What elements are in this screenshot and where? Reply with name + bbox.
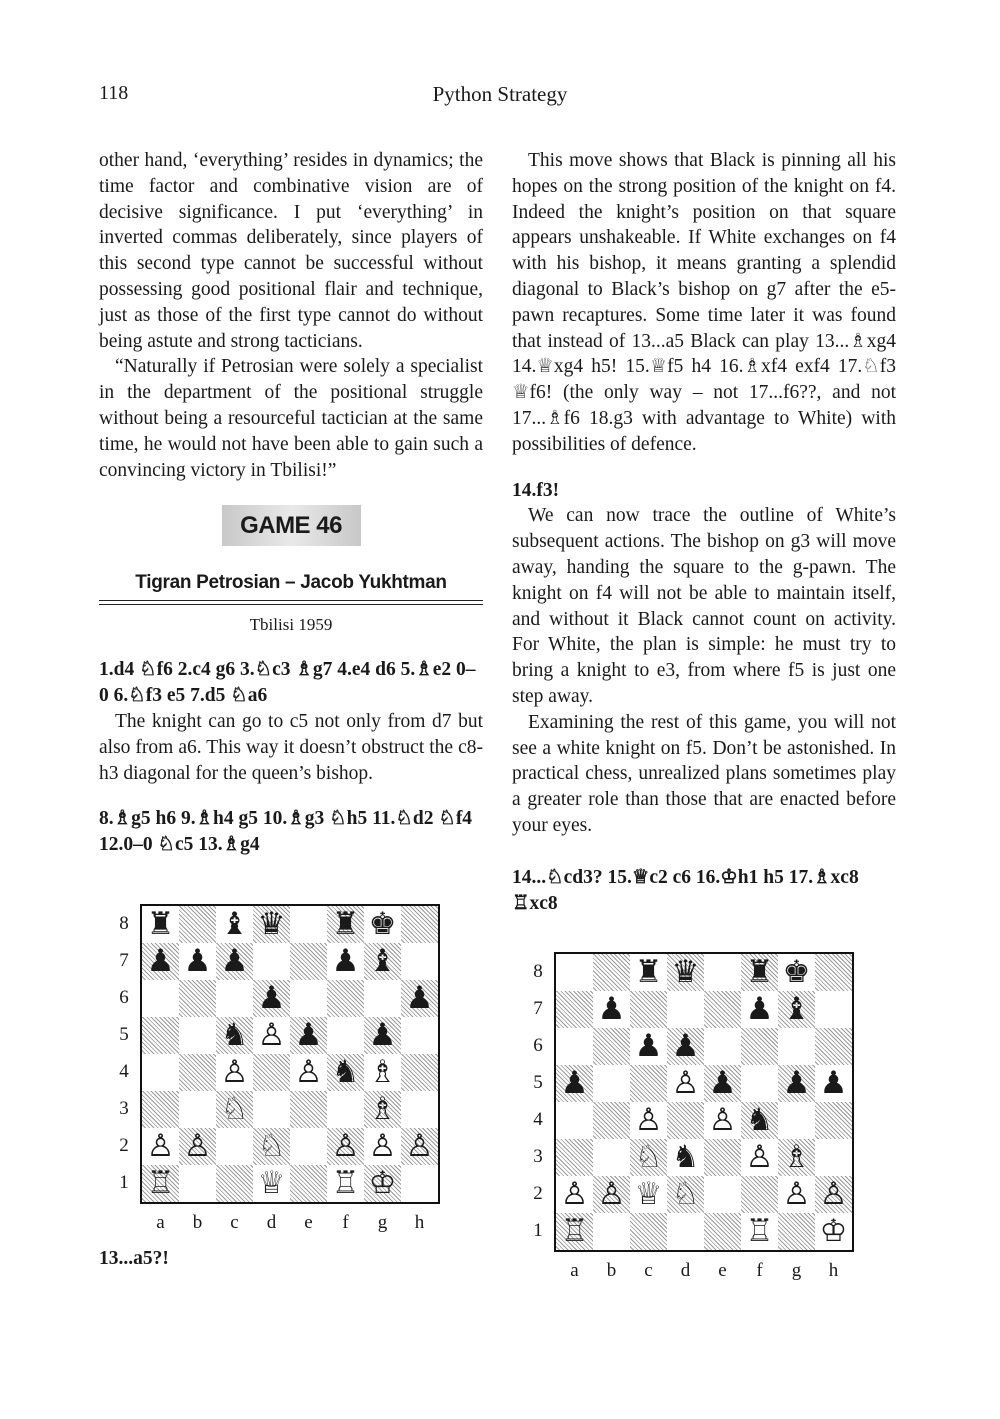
chess-piece: ♛ (257, 906, 286, 942)
rank-label: 4 (533, 1109, 543, 1130)
square-g7 (778, 991, 815, 1028)
square-b4 (179, 1054, 216, 1091)
players-heading: Tigran Petrosian – Jacob Yukhtman (135, 572, 447, 594)
chess-piece: ♕ (257, 1165, 286, 1201)
square-b3 (593, 1139, 630, 1176)
chess-piece: ♘ (220, 1091, 249, 1127)
chess-piece: ♔ (368, 1165, 397, 1201)
chess-piece: ♞ (671, 1139, 700, 1175)
square-d2 (253, 1128, 290, 1165)
square-f1 (327, 1165, 364, 1202)
square-g1 (778, 1213, 815, 1250)
diagram-caption: 13...a5?! (99, 1248, 169, 1269)
square-a7 (142, 943, 179, 980)
chess-piece: ♜ (745, 954, 774, 990)
square-c2 (630, 1176, 667, 1213)
chess-piece: ♗ (368, 1091, 397, 1127)
square-f3 (327, 1091, 364, 1128)
square-h8 (401, 906, 438, 943)
square-f6 (741, 1028, 778, 1065)
square-g6 (778, 1028, 815, 1065)
chess-piece: ♟ (257, 980, 286, 1016)
chess-piece: ♟ (782, 1065, 811, 1101)
square-e7 (704, 991, 741, 1028)
square-f8 (327, 906, 364, 943)
square-b5 (179, 1017, 216, 1054)
file-label: g (791, 1260, 802, 1281)
square-h2 (815, 1176, 852, 1213)
file-label: h (828, 1260, 839, 1281)
square-d4 (667, 1102, 704, 1139)
square-b2 (179, 1128, 216, 1165)
chess-piece: ♙ (819, 1176, 848, 1212)
square-g3 (364, 1091, 401, 1128)
square-c7 (630, 991, 667, 1028)
square-g3 (778, 1139, 815, 1176)
square-b2 (593, 1176, 630, 1213)
chess-piece: ♟ (597, 991, 626, 1027)
paragraph: other hand, ‘everything’ resides in dynamics; the time factor and combinative vision are of decisive significance. I put ‘everything’ in inverted commas deliberately, since players of this second type cannot be successful without possessing good positional flair and technique, just as those of the first type cannot do without being astute and strong tacticians. (99, 150, 483, 352)
chess-piece: ♙ (634, 1102, 663, 1138)
chess-piece: ♙ (708, 1102, 737, 1138)
chess-piece: ♟ (220, 943, 249, 979)
rank-label: 8 (533, 961, 543, 982)
chess-piece: ♟ (819, 1065, 848, 1101)
square-a7 (556, 991, 593, 1028)
chess-piece: ♝ (220, 906, 249, 942)
chess-piece: ♙ (368, 1128, 397, 1164)
square-a3 (142, 1091, 179, 1128)
file-label: h (414, 1212, 425, 1233)
square-a8 (142, 906, 179, 943)
square-c2 (216, 1128, 253, 1165)
chess-piece: ♙ (560, 1176, 589, 1212)
square-h4 (401, 1054, 438, 1091)
file-label: c (644, 1260, 653, 1281)
rank-label: 6 (119, 987, 129, 1008)
chess-piece: ♘ (634, 1139, 663, 1175)
chess-piece: ♖ (560, 1213, 589, 1249)
square-h8 (815, 954, 852, 991)
chess-piece: ♟ (183, 943, 212, 979)
chess-piece: ♙ (331, 1128, 360, 1164)
square-f5 (741, 1065, 778, 1102)
left-column (99, 148, 483, 858)
chess-piece: ♟ (405, 980, 434, 1016)
rank-label: 8 (119, 913, 129, 934)
square-g4 (778, 1102, 815, 1139)
square-c4 (630, 1102, 667, 1139)
square-h1 (815, 1213, 852, 1250)
chess-piece: ♙ (745, 1139, 774, 1175)
double-rule (99, 600, 483, 605)
chess-piece: ♞ (331, 1054, 360, 1090)
square-e1 (290, 1165, 327, 1202)
file-label: d (680, 1260, 691, 1281)
square-f4 (327, 1054, 364, 1091)
file-label: e (304, 1212, 313, 1233)
rank-label: 4 (119, 1061, 129, 1082)
square-d7 (667, 991, 704, 1028)
square-f3 (741, 1139, 778, 1176)
square-h3 (401, 1091, 438, 1128)
square-e3 (704, 1139, 741, 1176)
square-e5 (704, 1065, 741, 1102)
square-h4 (815, 1102, 852, 1139)
square-a6 (142, 980, 179, 1017)
square-f4 (741, 1102, 778, 1139)
chess-piece: ♖ (745, 1213, 774, 1249)
rank-label: 2 (119, 1135, 129, 1156)
square-a2 (142, 1128, 179, 1165)
square-g8 (778, 954, 815, 991)
square-c8 (630, 954, 667, 991)
chessboard (140, 904, 440, 1204)
file-label: a (156, 1212, 165, 1233)
square-a1 (142, 1165, 179, 1202)
square-b6 (593, 1028, 630, 1065)
game-label: GAME 46 (222, 505, 361, 546)
chess-piece: ♙ (405, 1128, 434, 1164)
rank-label: 3 (119, 1098, 129, 1119)
square-f5 (327, 1017, 364, 1054)
chess-piece: ♛ (671, 954, 700, 990)
rank-label: 3 (533, 1146, 543, 1167)
chess-piece: ♟ (671, 1028, 700, 1064)
chess-piece: ♖ (146, 1165, 175, 1201)
square-f1 (741, 1213, 778, 1250)
chess-piece: ♙ (220, 1054, 249, 1090)
square-d8 (667, 954, 704, 991)
move-heading: 14.f3! (512, 479, 560, 501)
square-e1 (704, 1213, 741, 1250)
chess-piece: ♗ (782, 1139, 811, 1175)
square-f2 (741, 1176, 778, 1213)
file-label: g (377, 1212, 388, 1233)
square-d7 (253, 943, 290, 980)
square-g5 (778, 1065, 815, 1102)
chess-piece: ♘ (671, 1176, 700, 1212)
file-label: d (266, 1212, 277, 1233)
chess-piece: ♗ (368, 1054, 397, 1090)
square-h5 (815, 1065, 852, 1102)
file-label: f (756, 1260, 763, 1281)
square-b3 (179, 1091, 216, 1128)
square-f8 (741, 954, 778, 991)
chess-piece: ♚ (368, 906, 397, 942)
chess-piece: ♟ (294, 1017, 323, 1053)
chess-piece: ♟ (634, 1028, 663, 1064)
square-c5 (630, 1065, 667, 1102)
chess-piece: ♜ (331, 906, 360, 942)
chess-piece: ♕ (634, 1176, 663, 1212)
chess-piece: ♜ (634, 954, 663, 990)
chess-piece: ♟ (560, 1065, 589, 1101)
square-h7 (401, 943, 438, 980)
square-d5 (667, 1065, 704, 1102)
square-e2 (290, 1128, 327, 1165)
chess-piece: ♟ (331, 943, 360, 979)
venue: Tbilisi 1959 (249, 615, 333, 635)
square-c4 (216, 1054, 253, 1091)
square-e8 (290, 906, 327, 943)
square-a1 (556, 1213, 593, 1250)
chess-piece: ♙ (257, 1017, 286, 1053)
file-label: b (192, 1212, 203, 1233)
rank-label: 7 (119, 950, 129, 971)
square-e6 (290, 980, 327, 1017)
square-h1 (401, 1165, 438, 1202)
square-d2 (667, 1176, 704, 1213)
square-f6 (327, 980, 364, 1017)
square-c3 (630, 1139, 667, 1176)
square-e5 (290, 1017, 327, 1054)
square-a3 (556, 1139, 593, 1176)
chess-piece: ♙ (597, 1176, 626, 1212)
square-h7 (815, 991, 852, 1028)
chess-piece: ♝ (782, 991, 811, 1027)
chess-piece: ♙ (782, 1176, 811, 1212)
move-sequence: 8.♗g5 h6 9.♗h4 g5 10.♗g3 ♘h5 11.♘d2 ♘f4 12.0–0 ♘c5 13.♗g4 (99, 808, 473, 856)
square-h3 (815, 1139, 852, 1176)
chess-piece: ♖ (331, 1165, 360, 1201)
square-d6 (253, 980, 290, 1017)
square-g1 (364, 1165, 401, 1202)
square-c6 (630, 1028, 667, 1065)
square-d3 (253, 1091, 290, 1128)
chess-piece: ♟ (368, 1017, 397, 1053)
square-b1 (179, 1165, 216, 1202)
chess-piece: ♟ (146, 943, 175, 979)
square-c6 (216, 980, 253, 1017)
square-d5 (253, 1017, 290, 1054)
square-c1 (216, 1165, 253, 1202)
chess-piece: ♟ (708, 1065, 737, 1101)
square-d4 (253, 1054, 290, 1091)
square-g6 (364, 980, 401, 1017)
chess-piece: ♔ (819, 1213, 848, 1249)
rank-label: 1 (533, 1220, 543, 1241)
square-b7 (179, 943, 216, 980)
square-a4 (556, 1102, 593, 1139)
square-g2 (778, 1176, 815, 1213)
square-c8 (216, 906, 253, 943)
square-d3 (667, 1139, 704, 1176)
square-g5 (364, 1017, 401, 1054)
square-c1 (630, 1213, 667, 1250)
square-c7 (216, 943, 253, 980)
paragraph: We can now trace the outline of White’s subsequent actions. The bishop on g3 will move away, handing the square to the g-pawn. The knight on f4 will not be able to maintain itself, and without it Black cannot count on activity. For White, the plan is simple: he must try to bring a knight to e3, from where f5 is just one step away. (512, 505, 896, 707)
chess-piece: ♜ (146, 906, 175, 942)
chess-piece: ♙ (671, 1065, 700, 1101)
square-a5 (142, 1017, 179, 1054)
chess-piece: ♝ (368, 943, 397, 979)
chess-piece: ♙ (183, 1128, 212, 1164)
square-a8 (556, 954, 593, 991)
square-h6 (815, 1028, 852, 1065)
square-h6 (401, 980, 438, 1017)
square-d6 (667, 1028, 704, 1065)
square-f7 (741, 991, 778, 1028)
move-sequence: 14...♘cd3? 15.♕c2 c6 16.♔h1 h5 17.♗xc8 ♖xc8 (512, 866, 859, 914)
square-f7 (327, 943, 364, 980)
running-title: Python Strategy (432, 82, 568, 106)
chess-piece: ♞ (220, 1017, 249, 1053)
rank-label: 7 (533, 998, 543, 1019)
file-label: c (230, 1212, 239, 1233)
square-f2 (327, 1128, 364, 1165)
square-b7 (593, 991, 630, 1028)
file-label: f (342, 1212, 349, 1233)
square-b4 (593, 1102, 630, 1139)
file-label: b (606, 1260, 617, 1281)
square-b8 (179, 906, 216, 943)
square-h2 (401, 1128, 438, 1165)
paragraph: Examining the rest of this game, you will not see a white knight on f5. Don’t be astonished. In practical chess, unrealized plans sometimes play a greater role than those that are enacted before your eyes. (512, 711, 896, 836)
chess-piece: ♞ (745, 1102, 774, 1138)
square-d1 (667, 1213, 704, 1250)
square-e7 (290, 943, 327, 980)
square-e2 (704, 1176, 741, 1213)
square-e6 (704, 1028, 741, 1065)
paragraph: “Naturally if Petrosian were solely a specialist in the department of the positional struggle without being a resourceful tactician at the same time, he would not have been able to gain such a convincing victory in Tbilisi!” (99, 356, 483, 481)
rank-label: 5 (119, 1024, 129, 1045)
square-c5 (216, 1017, 253, 1054)
square-c3 (216, 1091, 253, 1128)
square-d1 (253, 1165, 290, 1202)
square-b1 (593, 1213, 630, 1250)
square-e3 (290, 1091, 327, 1128)
chess-piece: ♟ (745, 991, 774, 1027)
rank-label: 6 (533, 1035, 543, 1056)
square-b8 (593, 954, 630, 991)
chess-piece: ♙ (146, 1128, 175, 1164)
square-e8 (704, 954, 741, 991)
square-e4 (290, 1054, 327, 1091)
rank-label: 2 (533, 1183, 543, 1204)
square-h5 (401, 1017, 438, 1054)
game-heading (99, 505, 483, 546)
chess-piece: ♙ (294, 1054, 323, 1090)
file-label: e (718, 1260, 727, 1281)
move-sequence: 1.d4 ♘f6 2.c4 g6 3.♘c3 ♗g7 4.e4 d6 5.♗e2 0–0 6.♘f3 e5 7.d5 ♘a6 (99, 659, 476, 707)
right-column (512, 148, 896, 916)
chess-piece: ♚ (782, 954, 811, 990)
square-b6 (179, 980, 216, 1017)
rank-label: 5 (533, 1072, 543, 1093)
paragraph: The knight can go to c5 not only from d7 but also from a6. This way it doesn’t obstruct the c8-h3 diagonal for the queen’s bishop. (99, 710, 483, 784)
square-a2 (556, 1176, 593, 1213)
square-a4 (142, 1054, 179, 1091)
square-g2 (364, 1128, 401, 1165)
file-label: a (570, 1260, 579, 1281)
paragraph: This move shows that Black is pinning all his hopes on the strong position of the knight on f4. Indeed the knight’s position on that square appears unshakeable. If White exchanges on f4 with his bishop, it means granting a splendid diagonal to Black’s bishop on g7 after the e5-pawn recaptures. Some time later it was found that instead of 13...a5 Black can play 13...♗xg4 14.♕xg4 h5! 15.♕f5 h4 16.♗xf4 exf4 17.♘f3 ♕f6! (the only way – not 17...f6??, and not 17...♗f6 18.g3 with advantage to White) with possibilities of defence. (512, 150, 896, 455)
square-e4 (704, 1102, 741, 1139)
rank-label: 1 (119, 1172, 129, 1193)
square-g7 (364, 943, 401, 980)
square-d8 (253, 906, 290, 943)
square-b5 (593, 1065, 630, 1102)
square-g8 (364, 906, 401, 943)
page-number: 118 (99, 82, 129, 104)
chess-piece: ♘ (257, 1128, 286, 1164)
chessboard (554, 952, 854, 1252)
square-a5 (556, 1065, 593, 1102)
square-a6 (556, 1028, 593, 1065)
square-g4 (364, 1054, 401, 1091)
